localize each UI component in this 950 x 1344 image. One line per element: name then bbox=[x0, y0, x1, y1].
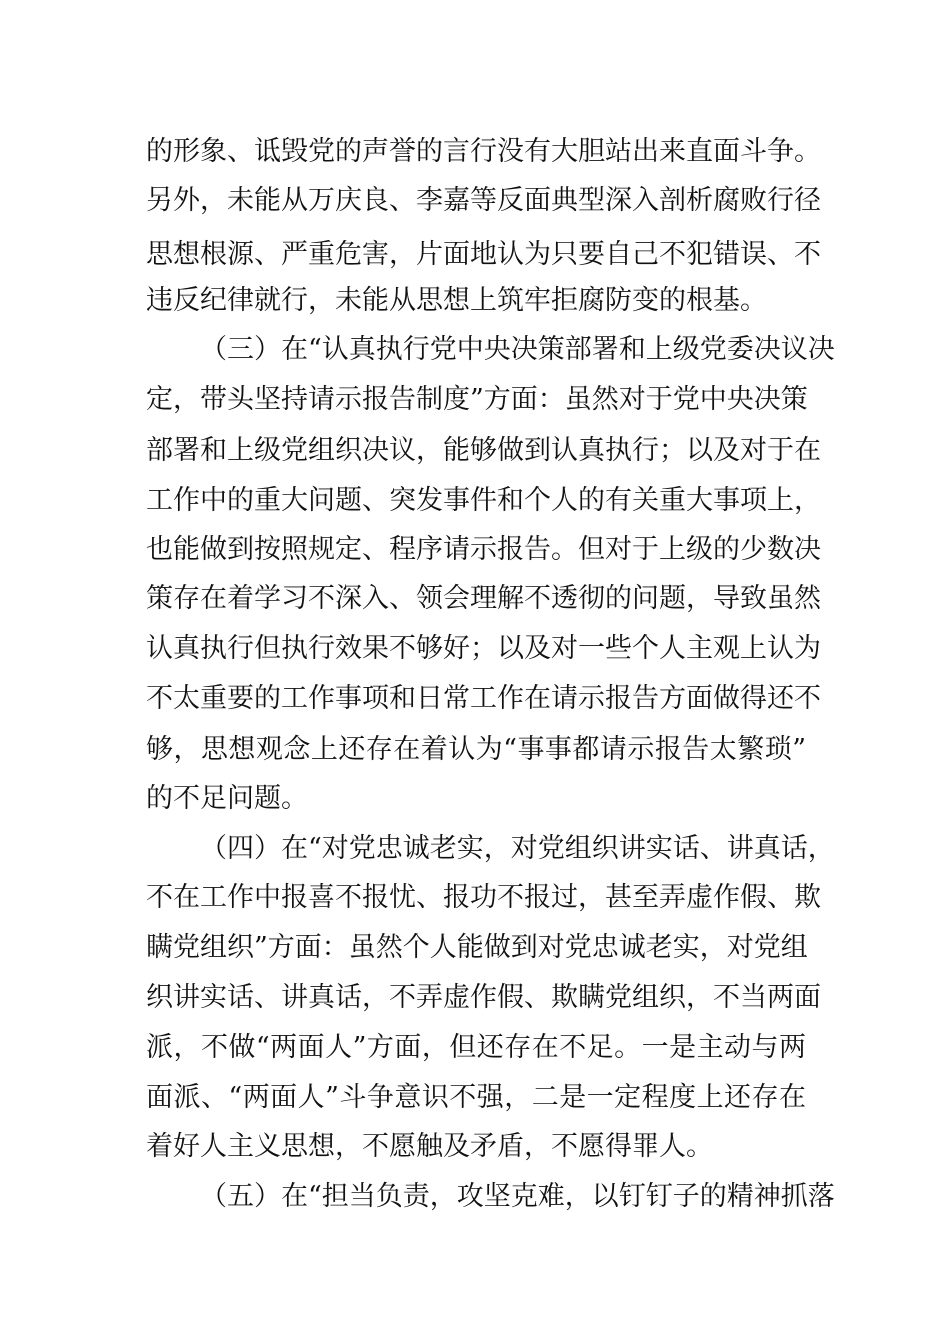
text-line-14: 的不足问题。 bbox=[146, 783, 308, 814]
text-line-21: 着好人主义思想，不愿触及矛盾，不愿得罪人。 bbox=[146, 1131, 713, 1162]
paragraph-5-heading-line: （五）在“担当负责，攻坚克难，以钉钉子的精神抓落 bbox=[200, 1181, 835, 1212]
text-line-12: 不太重要的工作事项和日常工作在请示报告方面做得还不 bbox=[146, 683, 821, 714]
text-line-19: 派，不做“两面人”方面，但还存在不足。一是主动与两 bbox=[146, 1032, 806, 1063]
paragraph-3-heading-line: （三）在“认真执行党中央决策部署和上级党委决议决 bbox=[200, 334, 835, 365]
text-line-9: 也能做到按照规定、程序请示报告。但对于上级的少数决 bbox=[146, 534, 821, 565]
text-line-16: 不在工作中报喜不报忧、报功不报过，甚至弄虚作假、欺 bbox=[146, 882, 821, 913]
text-line-11: 认真执行但执行效果不够好；以及对一些个人主观上认为 bbox=[146, 633, 821, 664]
text-line-3: 思想根源、严重危害，片面地认为只要自己不犯错误、不 bbox=[146, 239, 821, 270]
text-line-6: 定，带头坚持请示报告制度”方面：虽然对于党中央决策 bbox=[146, 384, 808, 415]
text-line-18: 织讲实话、讲真话，不弄虚作假、欺瞒党组织，不当两面 bbox=[146, 982, 821, 1013]
text-line-2: 另外，未能从万庆良、李嘉等反面典型深入剖析腐败行径 bbox=[146, 185, 821, 216]
text-line-7: 部署和上级党组织决议，能够做到认真执行；以及对于在 bbox=[146, 435, 821, 466]
text-line-4: 违反纪律就行，未能从思想上筑牢拒腐防变的根基。 bbox=[146, 285, 767, 316]
text-line-10: 策存在着学习不深入、领会理解不透彻的问题，导致虽然 bbox=[146, 583, 821, 614]
text-line-17: 瞒党组织”方面：虽然个人能做到对党忠诚老实，对党组 bbox=[146, 932, 808, 963]
text-line-20: 面派、“两面人”斗争意识不强，二是一定程度上还存在 bbox=[146, 1082, 806, 1113]
paragraph-4-heading-line: （四）在“对党忠诚老实，对党组织讲实话、讲真话， bbox=[200, 833, 835, 864]
text-line-13: 够，思想观念上还存在着认为“事事都请示报告太繁琐” bbox=[146, 734, 806, 765]
text-line-8: 工作中的重大问题、突发事件和个人的有关重大事项上， bbox=[146, 485, 821, 516]
text-line-1: 的形象、诋毁党的声誉的言行没有大胆站出来直面斗争。 bbox=[146, 136, 821, 167]
